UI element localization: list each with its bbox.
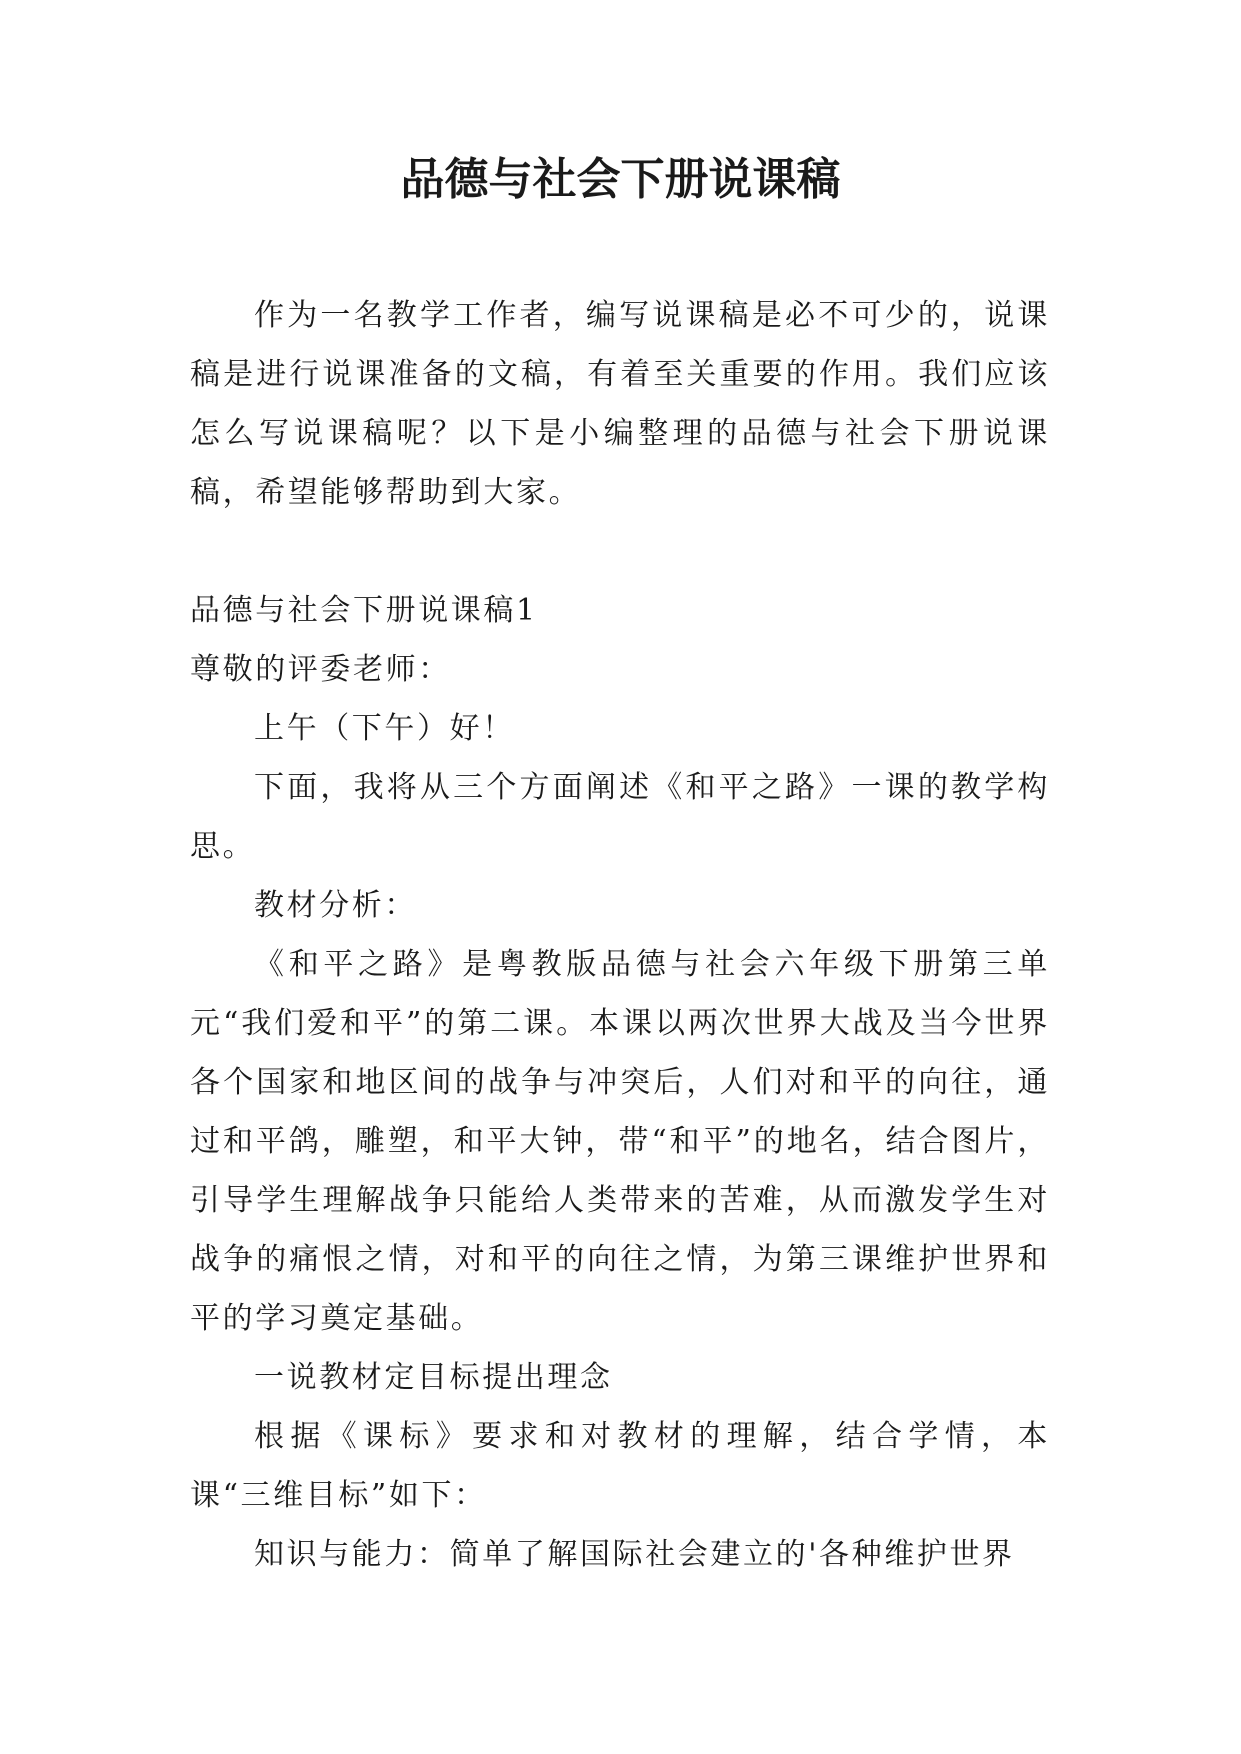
- greeting: 上午（下午）好！: [254, 711, 515, 746]
- document-title: 品德与社会下册说课稿: [400, 154, 841, 205]
- salutation: 尊敬的评委老师：: [190, 652, 451, 687]
- overview-paragraph: 下面，我将从三个方面阐述《和平之路》一课的教学构思。: [190, 770, 1050, 864]
- analysis-paragraph: 《和平之路》是粤教版品德与社会六年级下册第三单元“我们爱和平”的第二课。本课以两次世界大战及当今世界各个国家和地区间的战争与冲突后，人们对和平的向往，通过和平鸽，雕塑，和平大钟，带“和平”的地名，结合图片，引导学生理解战争只能给人类带来的苦难，从而激发学生对战争的痛恨之情，对和平的向往之情，为第三课维护世界和平的学习奠定基础。: [190, 947, 1050, 1336]
- document-body: [190, 286, 1050, 1584]
- part-one-heading: 一说教材定目标提出理念: [254, 1360, 613, 1395]
- intro-paragraph: 作为一名教学工作者，编写说课稿是必不可少的，说课稿是进行说课准备的文稿，有着至关重要的作用。我们应该怎么写说课稿呢？以下是小编整理的品德与社会下册说课稿，希望能够帮助到大家。: [190, 298, 1050, 510]
- knowledge-goal-paragraph: 知识与能力：简单了解国际社会建立的'各种维护世界: [254, 1537, 1015, 1572]
- goals-intro-paragraph: 根据《课标》要求和对教材的理解，结合学情，本课“三维目标”如下：: [190, 1419, 1050, 1513]
- section-heading: 品德与社会下册说课稿1: [190, 593, 538, 628]
- analysis-label: 教材分析：: [254, 888, 417, 923]
